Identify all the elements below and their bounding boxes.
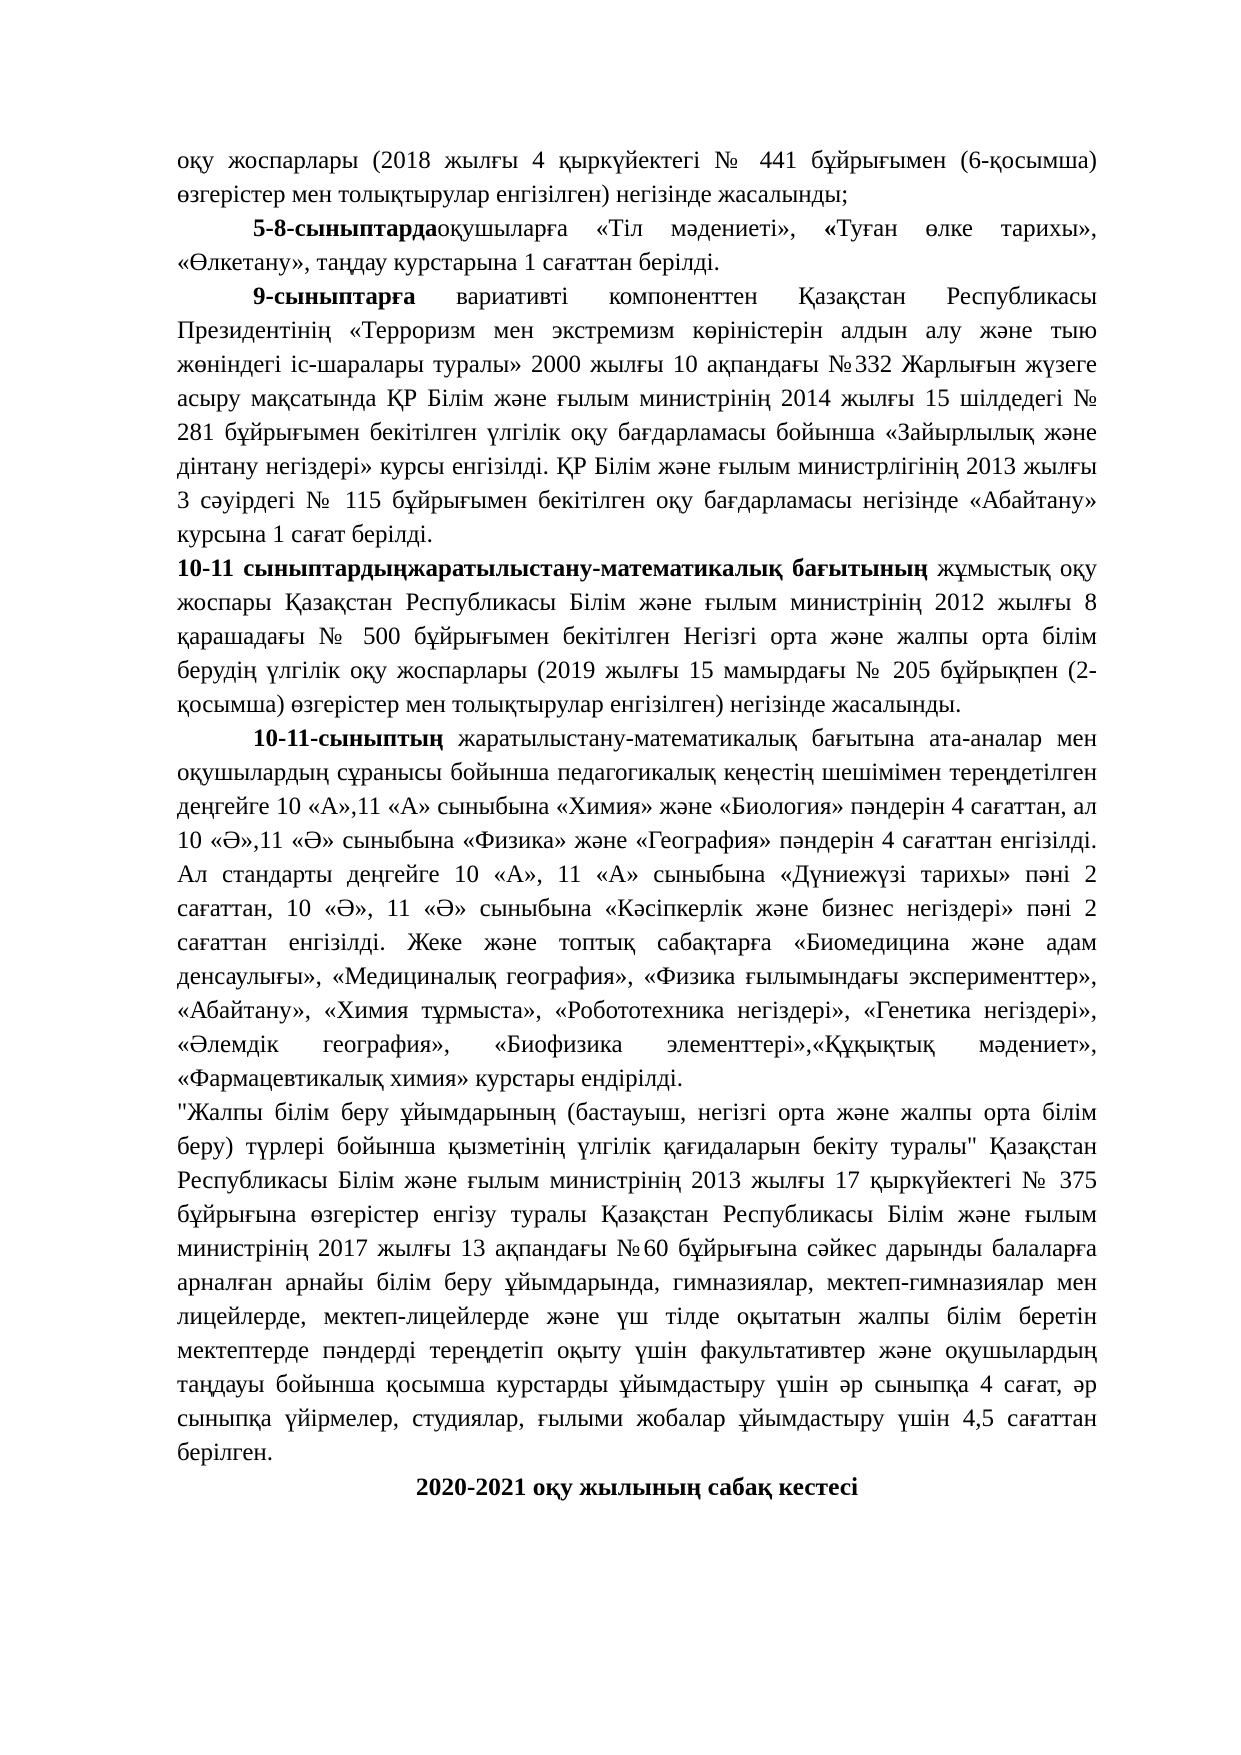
text-run: оқу жоспарлары (2018 жылғы 4 қыркүйектегі № 441 бұйрығымен (6-қосымша) өзгерістер мен толықтырулар енгізілген) негізінде жасалынды; bbox=[177, 147, 1097, 208]
text-run-bold: 9-сыныптарға bbox=[253, 283, 416, 310]
paragraph-grade-9 bbox=[177, 280, 1097, 552]
paragraph-grades-10-11-plan bbox=[177, 552, 1097, 722]
text-run: жұмыстық оқу жоспары Қазақстан Республикасы Білім және ғылым министрінің 2012 жылғы 8 қарашадағы № 500 бұйрығымен бекітілген Негізгі орта және жалпы орта білім берудің үлгілік оқу жоспарлары (2019 жылғы 15 мамырдағы № 205 бұйрықпен (2-қосымша) өзгерістер мен толықтырулар енгізілген) негізінде жасалынды. bbox=[177, 555, 1097, 718]
paragraph-grades-10-11-subjects bbox=[177, 722, 1097, 1096]
text-run: Туған өлке тарихы», «Өлкетану», таңдау курстарына 1 сағаттан берілді. bbox=[177, 215, 1098, 276]
paragraph-grades-5-8 bbox=[177, 212, 1097, 280]
text-run-bold: 10-11 сыныптардыңжаратылыстану-математикалық бағытының bbox=[177, 555, 928, 582]
document-body bbox=[177, 144, 1097, 1504]
text-run-bold: 5-8-сыныптарда bbox=[253, 215, 438, 242]
text-run-bold: 10-11-сыныптың bbox=[253, 725, 444, 752]
paragraph-general-education-rules bbox=[177, 1096, 1097, 1470]
paragraph-study-plans bbox=[177, 144, 1097, 212]
text-run: вариативті компоненттен Қазақстан Республикасы Президентінің «Терроризм мен экстремизм көріністерін алдын алу және тыю жөніндегі іс-шаралары туралы» 2000 жылғы 10 ақпандағы №332 Жарлығын жүзеге асыру мақсатында ҚР Білім және ғылым министрінің 2014 жылғы 15 шілдедегі № 281 бұйрығымен бекітілген үлгілік оқу бағдарламасы бойынша «Зайырлылық және дінтану негіздері» курсы енгізілді. ҚР Білім және ғылым министрлігінің 2013 жылғы 3 сәуірдегі № 115 бұйрығымен бекітілген оқу бағдарламасы негізінде «Абайтану» курсына 1 сағат берілді. bbox=[177, 283, 1097, 548]
text-run: "Жалпы білім беру ұйымдарының (бастауыш, негізгі орта және жалпы орта білім беру) түрлері бойынша қызметінің үлгілік қағидаларын бекіту туралы" Қазақстан Республикасы Білім және ғылым министрінің 2013 жылғы 17 қыркүйектегі № 375 бұйрығына өзгерістер енгізу туралы Қазақстан Республикасы Білім және ғылым министрінің 2017 жылғы 13 ақпандағы №60 бұйрығына сәйкес дарынды балаларға арналған арнайы білім беру ұйымдарында, гимназиялар, мектеп-гимназиялар мен лицейлерде, мектеп-лицейлерде және үш тілде оқытатын жалпы білім беретін мектептерде пәндерді тереңдетіп оқыту үшін факультативтер және оқушылардың таңдауы бойынша қосымша курстарды ұйымдастыру үшін әр сыныпқа 4 сағат, әр сыныпқа үйірмелер, студиялар, ғылыми жобалар ұйымдастыру үшін 4,5 сағаттан берілген. bbox=[177, 1099, 1097, 1466]
text-run-bold: « bbox=[823, 215, 837, 242]
schedule-heading: 2020-2021 оқу жылының сабақ кестесі bbox=[415, 1472, 859, 1501]
text-run: жаратылыстану-математикалық бағытына ата-аналар мен оқушылардың сұранысы бойынша педагогикалық кеңестің шешімімен тереңдетілген деңгейге 10 «А»,11 «А» сыныбына «Химия» және «Биология» пәндерін 4 сағаттан, ал 10 «Ә»,11 «Ә» сыныбына «Физика» және «География» пәндерін 4 сағаттан енгізілді. Ал стандарты деңгейге 10 «А», 11 «А» сыныбына «Дүниежүзі тарихы» пәні 2 сағаттан, 10 «Ә», 11 «Ә» сыныбына «Кәсіпкерлік және бизнес негіздері» пәні 2 сағаттан енгізілді. Жеке және топтық сабақтарға «Биомедицина және адам денсаулығы», «Медициналық география», «Физика ғылымындағы эксперименттер», «Абайтану», «Химия тұрмыста», «Робототехника негіздері», «Генетика негіздері», «Әлемдік география», «Биофизика элементтері»,«Құқықтық мәдениет», «Фармацевтикалық химия» курстары ендірілді. bbox=[177, 725, 1097, 1092]
text-run: оқушыларға «Тіл мәдениеті», bbox=[437, 215, 824, 242]
